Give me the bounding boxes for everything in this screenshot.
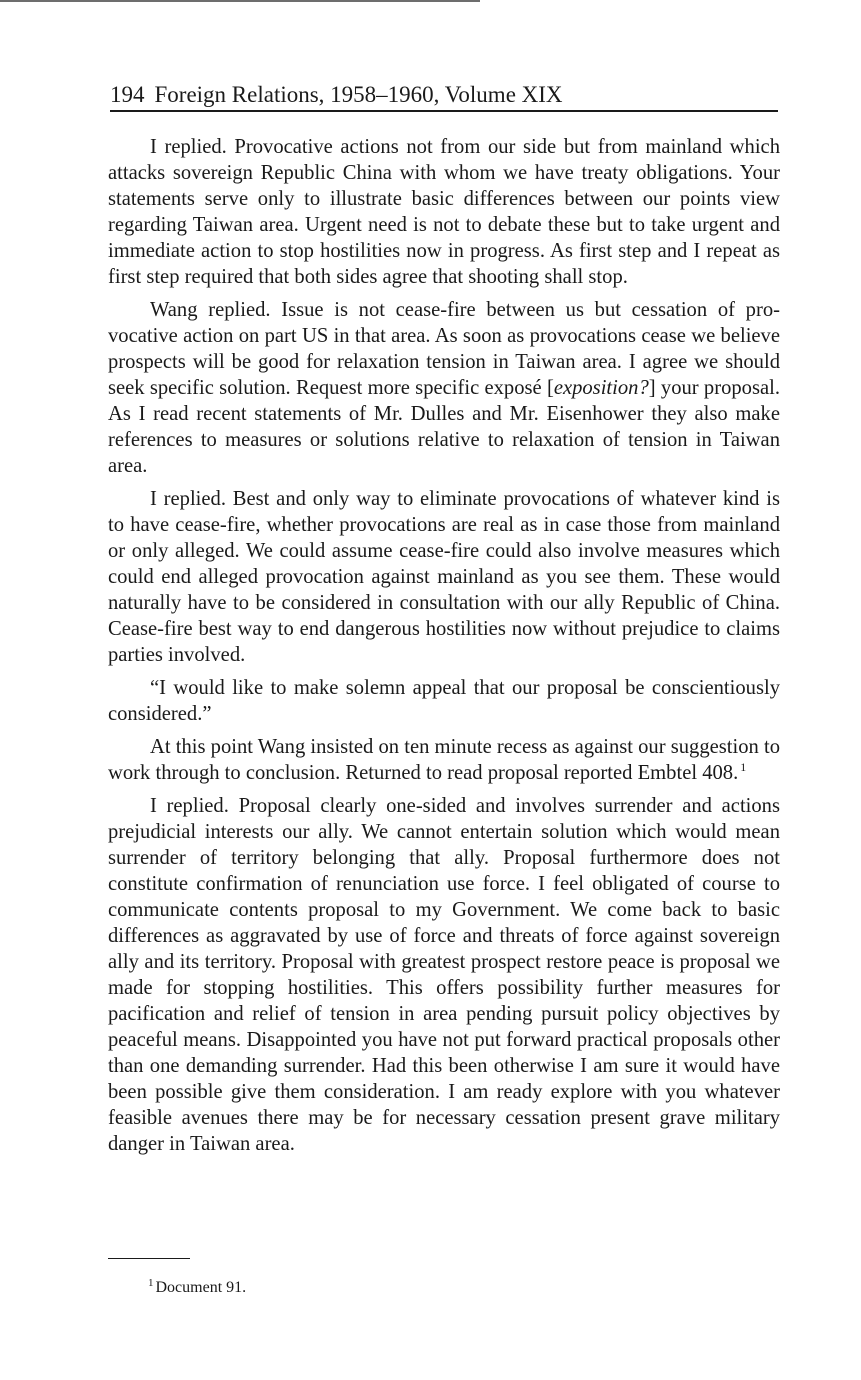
paragraph-3: I replied. Best and only way to eliminate provocations of whatever kind is to have cease-fire, whether provocations are real as in case those from mainland or only alleged. We could assume cease-fire could also involve measures which could end alleged provocation against mainland as you see them. These would naturally have to be considered in consultation with our ally Republic of China. Cease-fire best way to end dangerous hostilities now without prejudice to claims parties involved. — [108, 488, 780, 666]
footnote-divider — [108, 1258, 190, 1259]
running-header — [110, 80, 778, 112]
body-text — [108, 134, 780, 1164]
italic-exposition: exposition? — [553, 377, 649, 399]
paragraph-2-text-end: ] your proposal. As I read recent statements of Mr. Dulles and Mr. Eisenhower they also make references to measures or solutions relative to relaxation of tension in Taiwan area. — [108, 377, 780, 477]
footnote-reference[interactable]: 1 — [740, 760, 747, 775]
paragraph-5 — [108, 734, 780, 786]
footnote-text: Document 91. — [155, 1279, 247, 1296]
scan-edge-line — [0, 0, 480, 2]
paragraph-6: I replied. Proposal clearly one-sided and involves surrender and actions prejudicial interests our ally. We cannot entertain solution which would mean surrender of territory belonging that ally. Proposal furthermore does not constitute confirmation of renunciation use force. I feel obligated of course to communicate contents proposal to my Government. We come back to basic differences as aggravated by use of force and threats of force against sovereign ally and its territory. Proposal with greatest prospect restore peace is proposal we made for stopping hostilities. This offers possibility further measures for pacification and relief of tension in area pending pursuit policy objectives by peaceful means. Disappointed you have not put forward practical proposals other than one demanding surrender. Had this been otherwise I am sure it would have been possible give them consideration. I am ready explore with you whatever feasible avenues there may be for necessary cessation present grave military danger in Taiwan area. — [108, 795, 780, 1155]
paragraph-2-text: Wang replied. Issue is not cease-fire between us but cessation of provocative action on part US in that area. As soon as provocations cease we believe prospects will be good for relaxation tension in Taiwan area. I agree we should seek specific solution. Request more specific exposé [ — [108, 299, 780, 399]
running-title: Foreign Relations, 1958–1960, Volume XIX — [154, 82, 563, 107]
paragraph-1: I replied. Provocative actions not from our side but from mainland which attacks sovereign Republic China with whom we have treaty obligations. Your statements serve only to illustrate basic differences between our points view regarding Taiwan area. Urgent need is not to debate these but to take urgent and immediate action to stop hostilities now in progress. As first step and I repeat as first step required that both sides agree that shooting shall stop. — [108, 136, 780, 288]
footnote-marker: 1 — [148, 1276, 154, 1289]
page-number: 194 — [110, 82, 145, 107]
footnote — [148, 1277, 246, 1299]
paragraph-2 — [108, 297, 780, 479]
paragraph-5-text: At this point Wang insisted on ten minute recess as against our suggestion to work through to conclusion. Returned to read proposal reported Embtel 408. — [108, 736, 780, 784]
paragraph-4: “I would like to make solemn appeal that our proposal be conscientiously considered.” — [108, 677, 780, 725]
